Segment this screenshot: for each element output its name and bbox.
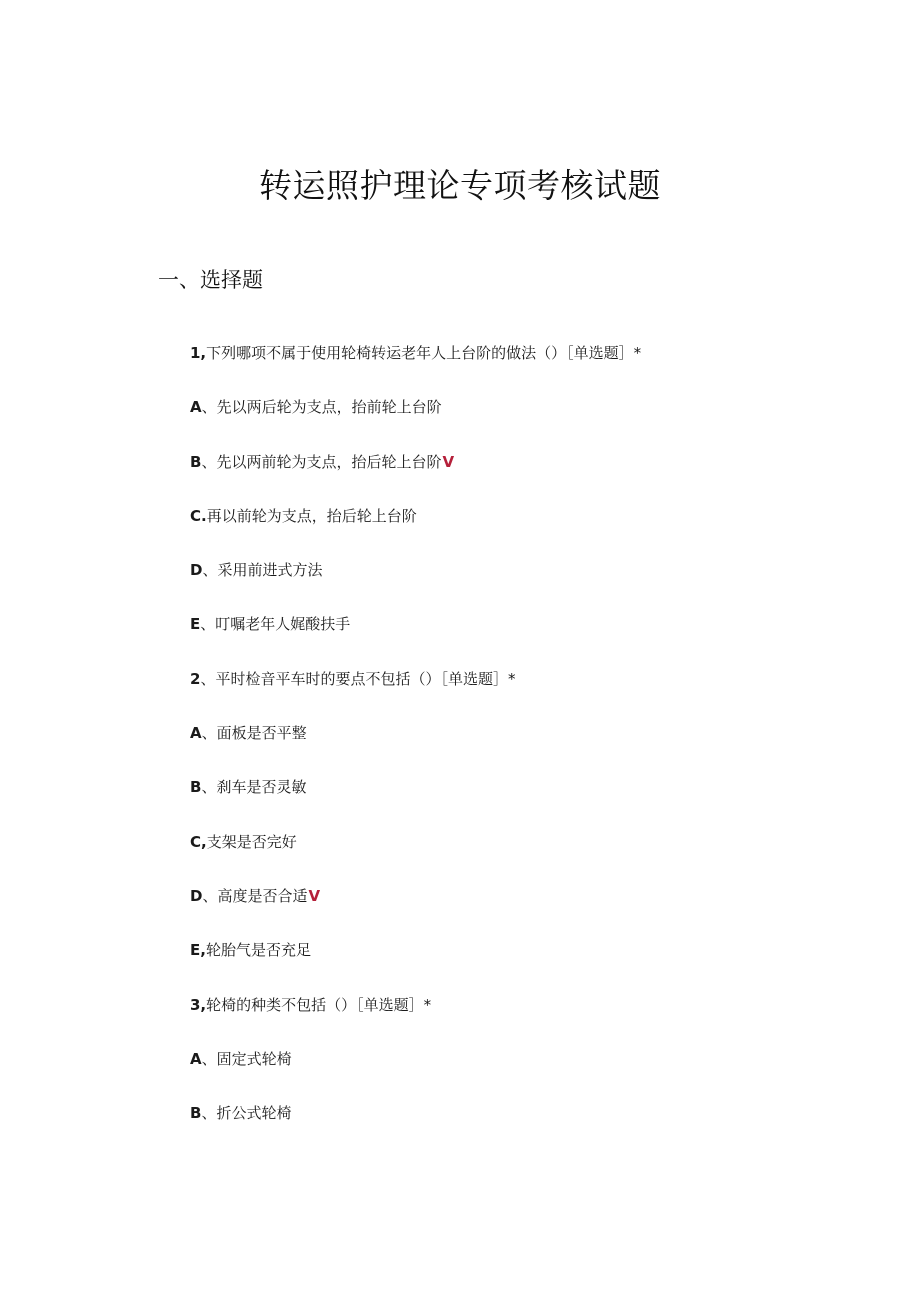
question-number: 3,	[190, 995, 207, 1014]
answer-option	[190, 937, 850, 991]
question-stem	[190, 992, 850, 1046]
option-letter: D	[190, 561, 203, 580]
option-text: 再以前轮为支点，抬后轮上台阶	[206, 506, 417, 525]
option-text: 轮胎气是否充足	[205, 941, 311, 960]
question-text: 下列哪项不属于使用轮椅转运老年人上台阶的做法（）［单选题］*	[206, 344, 642, 362]
option-letter: B	[190, 452, 202, 471]
answer-option	[190, 394, 850, 448]
answer-option	[190, 829, 850, 883]
option-text: 、高度是否合适	[202, 886, 308, 905]
question-number: 2	[190, 669, 201, 688]
option-letter: B	[190, 1104, 202, 1123]
option-letter: B	[190, 778, 202, 797]
option-letter: C,	[190, 832, 207, 851]
option-letter: A	[190, 398, 202, 417]
option-letter: E,	[190, 941, 206, 960]
answer-option	[190, 611, 850, 665]
option-text: 支架是否完好	[206, 832, 297, 851]
answer-option	[190, 720, 850, 774]
question-stem	[190, 666, 850, 720]
option-letter: C.	[190, 506, 207, 525]
question-number: 1,	[190, 344, 207, 362]
document-title: 转运照护理论专项考核试题	[259, 166, 661, 205]
option-text: 、叮嘱老年人娓酸扶手	[200, 615, 351, 634]
option-letter: A	[190, 1049, 202, 1068]
question-stem	[190, 340, 850, 394]
option-text: 、先以两前轮为支点，抬后轮上台阶	[201, 452, 442, 471]
answer-option	[190, 557, 850, 611]
option-text: 、采用前进式方法	[202, 561, 323, 580]
option-text: 、先以两后轮为支点，抬前轮上台阶	[201, 398, 442, 417]
correct-answer-mark: V	[442, 452, 455, 471]
option-letter: D	[190, 886, 203, 905]
correct-answer-mark: V	[308, 886, 321, 905]
option-text: 、固定式轮椅	[201, 1049, 292, 1068]
option-text: 、刹车是否灵敏	[201, 778, 307, 797]
option-letter: A	[190, 724, 202, 743]
question-text: 、平时检音平车时的要点不包括（）［单选题］*	[200, 669, 516, 688]
option-letter: E	[190, 615, 201, 634]
question-text: 轮椅的种类不包括（）［单选题］*	[206, 995, 432, 1014]
answer-option	[190, 883, 850, 937]
section-heading: 一、选择题	[158, 268, 263, 292]
question-list	[190, 340, 850, 1154]
option-text: 、面板是否平整	[201, 724, 307, 743]
answer-option	[190, 1100, 850, 1154]
answer-option	[190, 503, 850, 557]
answer-option	[190, 1046, 850, 1100]
answer-option	[190, 449, 850, 503]
option-text: 、折公式轮椅	[201, 1104, 292, 1123]
answer-option	[190, 774, 850, 828]
